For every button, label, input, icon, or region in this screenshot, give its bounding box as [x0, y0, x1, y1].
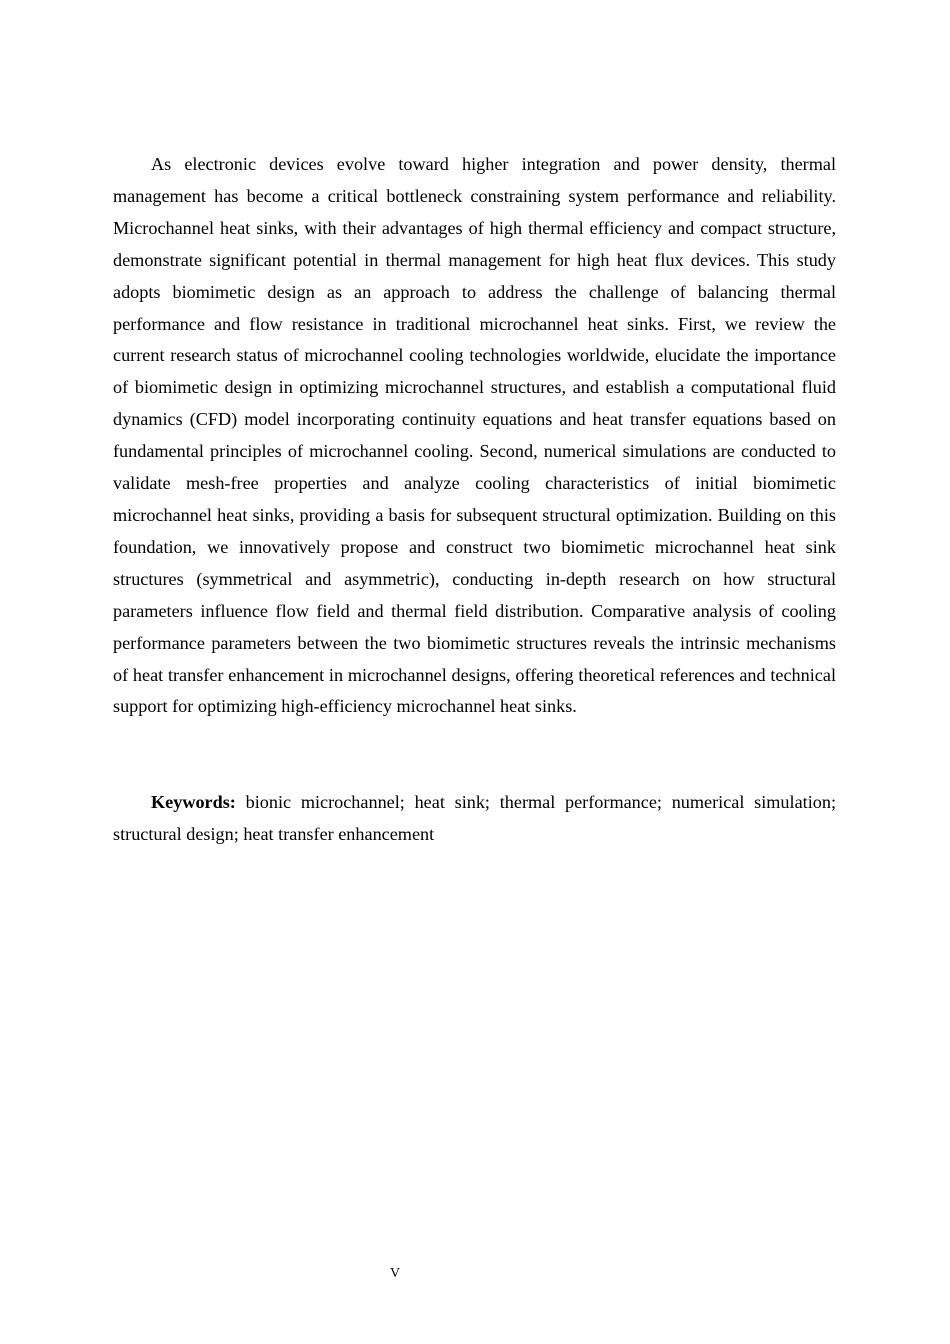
keywords-text: bionic microchannel; heat sink; thermal performance; numerical simulation; structural design; heat transfer enhancement	[113, 792, 836, 844]
keywords-label: Keywords:	[151, 792, 236, 812]
page-number: V	[389, 1266, 401, 1281]
keywords-paragraph	[113, 787, 836, 851]
abstract-paragraph: As electronic devices evolve toward higher integration and power density, thermal management has become a critical bottleneck constraining system performance and reliability. Microchannel heat sinks, with their advantages of high thermal efficiency and compact structure, demonstrate significant potential in thermal management for high heat flux devices. This study adopts biomimetic design as an approach to address the challenge of balancing thermal performance and flow resistance in traditional microchannel heat sinks. First, we review the current research status of microchannel cooling technologies worldwide, elucidate the importance of biomimetic design in optimizing microchannel structures, and establish a computational fluid dynamics (CFD) model incorporating continuity equations and heat transfer equations based on fundamental principles of microchannel cooling. Second, numerical simulations are conducted to validate mesh-free properties and analyze cooling characteristics of initial biomimetic microchannel heat sinks, providing a basis for subsequent structural optimization. Building on this foundation, we innovatively propose and construct two biomimetic microchannel heat sink structures (symmetrical and asymmetric), conducting in-depth research on how structural parameters influence flow field and thermal field distribution. Comparative analysis of cooling performance parameters between the two biomimetic structures reveals the intrinsic mechanisms of heat transfer enhancement in microchannel designs, offering theoretical references and technical support for optimizing high-efficiency microchannel heat sinks.	[113, 154, 836, 717]
